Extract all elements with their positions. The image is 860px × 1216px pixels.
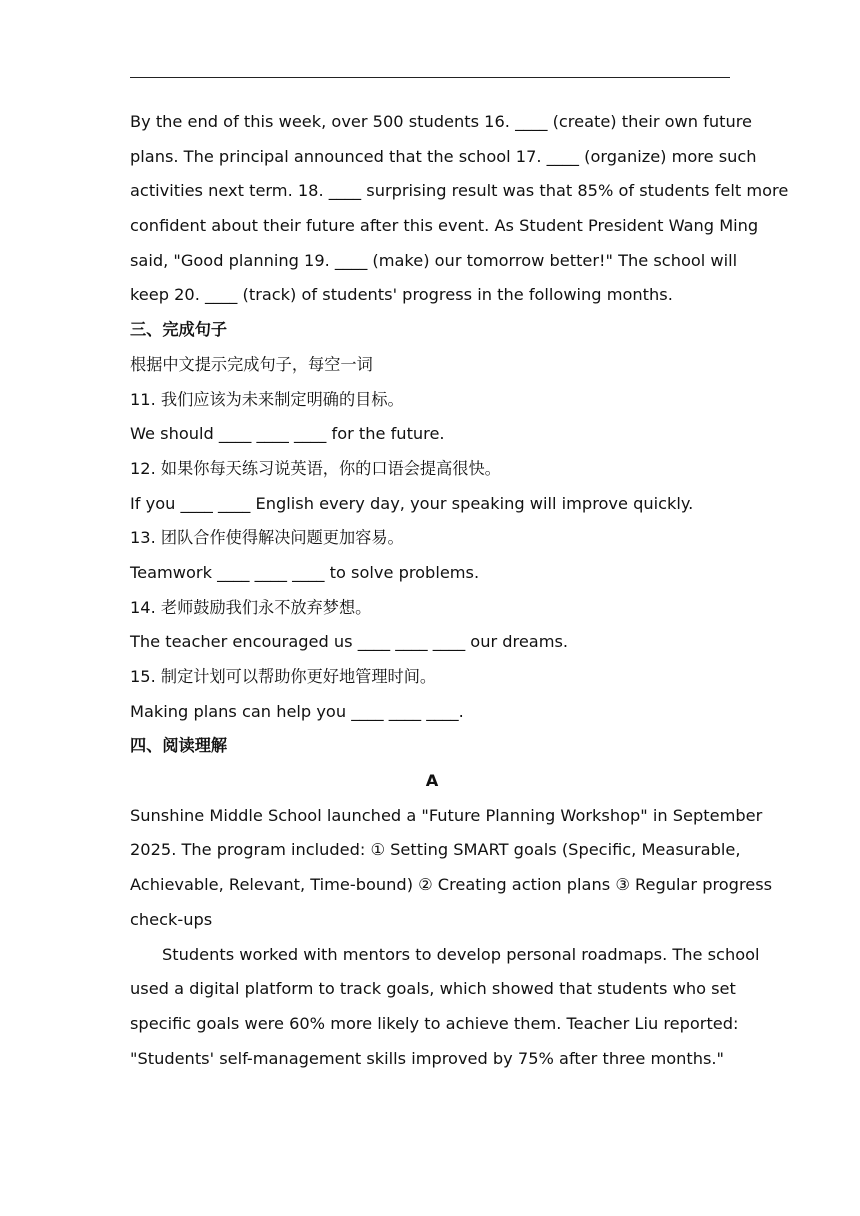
section-complete-sentences [130,313,734,729]
question-chinese: 15. 制定计划可以帮助你更好地管理时间。 [130,667,437,686]
section-title: 三、完成句子 [130,320,228,340]
header-rule [130,77,730,78]
question-english: Making plans can help you ____ ____ ____. [130,701,464,721]
text-line: Sunshine Middle School launched a "Future Planning Workshop" in September [130,805,763,825]
text-line: By the end of this week, over 500 students 16. ____ (create) their own future [130,112,752,131]
question-english: If you ____ ____ English every day, your speaking will improve quickly. [130,493,694,513]
section-instruction: 根据中文提示完成句子，每空一词 [130,354,373,374]
text-line: activities next term. 18. ____ surprising result was that 85% of students felt more [130,181,789,201]
section-title: 四、阅读理解 [130,736,228,756]
question-english: We should ____ ____ ____ for the future. [130,424,445,444]
text-line: "Students' self-management skills improved by 75% after three months." [130,1048,725,1068]
passage-label: A [425,771,439,791]
document-body [130,105,789,1076]
section-reading [130,729,773,1076]
text-line: check-ups [130,909,213,929]
text-line: said, "Good planning 19. ____ (make) our tomorrow better!" The school will [130,250,738,270]
question-chinese: 12. 如果你每天练习说英语，你的口语会提高很快。 [130,458,501,478]
question-chinese: 11. 我们应该为未来制定明确的目标。 [130,389,404,409]
passage-continuation [130,105,789,313]
text-line: plans. The principal announced that the school 17. ____ (organize) more such [130,146,757,166]
text-line: Achievable, Relevant, Time-bound) ② Creating action plans ③ Regular progress [130,875,773,895]
text-line: Students worked with mentors to develop personal roadmaps. The school [162,944,760,964]
text-line: keep 20. ____ (track) of students' progress in the following months. [130,285,673,305]
text-line: used a digital platform to track goals, which showed that students who set [130,979,736,999]
question-chinese: 13. 团队合作使得解决问题更加容易。 [130,528,404,548]
question-english: The teacher encouraged us ____ ____ ____ our dreams. [130,632,569,652]
text-line: confident about their future after this event. As Student President Wang Ming [130,216,759,236]
question-english: Teamwork ____ ____ ____ to solve problems. [130,562,480,582]
question-chinese: 14. 老师鼓励我们永不放弃梦想。 [130,597,372,617]
text-line: 2025. The program included: ① Setting SMART goals (Specific, Measurable, [130,840,741,860]
text-line: specific goals were 60% more likely to achieve them. Teacher Liu reported: [130,1013,739,1033]
